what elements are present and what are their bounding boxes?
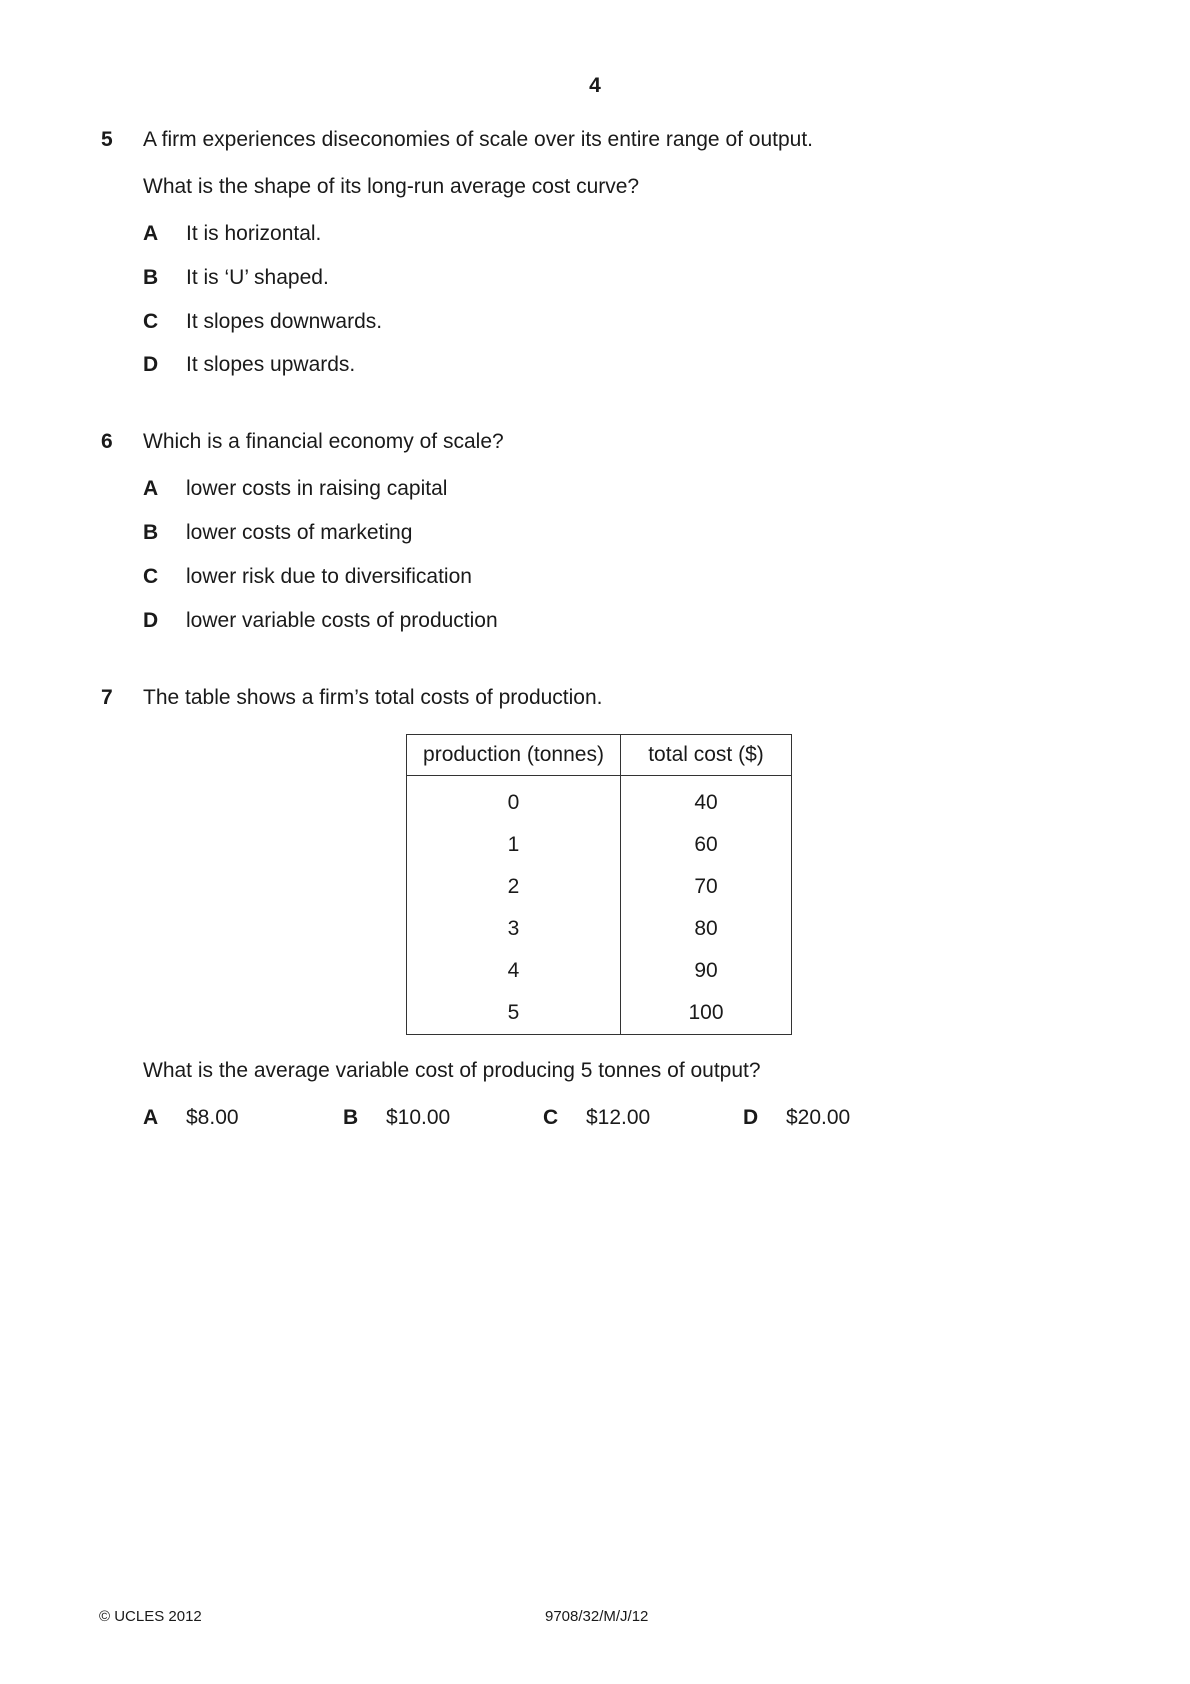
cost-table [406, 734, 792, 1035]
total-cost-cell: 100 [621, 992, 792, 1035]
production-cell: 2 [407, 866, 621, 908]
question-5-option-b-text: It is ‘U’ shaped. [186, 266, 329, 289]
question-7-option-b-text: $10.00 [386, 1106, 451, 1129]
question-5-option-c-text: It slopes downwards. [186, 310, 383, 333]
table-row [407, 950, 792, 992]
total-cost-cell: 60 [621, 824, 792, 866]
question-5-prompt: What is the shape of its long-run average cost curve? [143, 175, 640, 198]
page-number: 4 [589, 74, 601, 97]
question-7-prompt: What is the average variable cost of producing 5 tonnes of output? [143, 1059, 761, 1082]
question-6-option-b-letter: B [143, 521, 159, 544]
table-row [407, 908, 792, 950]
table-row [407, 824, 792, 866]
question-6-option-d-text: lower variable costs of production [186, 609, 498, 632]
production-cell: 4 [407, 950, 621, 992]
question-6-option-d-letter: D [143, 609, 159, 632]
question-7-option-a-letter: A [143, 1106, 159, 1129]
question-7-option-d-letter: D [743, 1106, 759, 1129]
question-6-option-a-letter: A [143, 477, 159, 500]
question-5-option-a-letter: A [143, 222, 159, 245]
total-cost-cell: 90 [621, 950, 792, 992]
question-5-option-a-text: It is horizontal. [186, 222, 322, 245]
question-5-option-d-text: It slopes upwards. [186, 353, 356, 376]
total-cost-column-header: total cost ($) [621, 735, 792, 776]
total-cost-cell: 70 [621, 866, 792, 908]
production-column-header: production (tonnes) [407, 735, 621, 776]
production-cell: 3 [407, 908, 621, 950]
question-7-option-c-text: $12.00 [586, 1106, 651, 1129]
question-7-option-a-text: $8.00 [186, 1106, 239, 1129]
total-cost-cell: 40 [621, 776, 792, 825]
question-5-option-d-letter: D [143, 353, 159, 376]
question-6-stem: Which is a financial economy of scale? [143, 430, 504, 453]
footer-copyright: © UCLES 2012 [99, 1608, 202, 1625]
question-6-option-b-text: lower costs of marketing [186, 521, 413, 544]
question-5-option-b-letter: B [143, 266, 159, 289]
cost-table-header-row [407, 735, 792, 776]
table-row [407, 776, 792, 825]
table-row [407, 866, 792, 908]
question-6-option-c-letter: C [143, 565, 159, 588]
question-7-option-c-letter: C [543, 1106, 559, 1129]
question-5-option-c-letter: C [143, 310, 159, 333]
production-cell: 5 [407, 992, 621, 1035]
question-7-number: 7 [101, 686, 113, 709]
production-cell: 0 [407, 776, 621, 825]
production-cell: 1 [407, 824, 621, 866]
question-6-number: 6 [101, 430, 113, 453]
total-cost-cell: 80 [621, 908, 792, 950]
question-7-option-b-letter: B [343, 1106, 359, 1129]
question-5-number: 5 [101, 128, 113, 151]
question-6-option-a-text: lower costs in raising capital [186, 477, 448, 500]
question-7-stem: The table shows a firm’s total costs of production. [143, 686, 603, 709]
footer-paper-code: 9708/32/M/J/12 [545, 1608, 649, 1625]
question-7-option-d-text: $20.00 [786, 1106, 851, 1129]
question-6-option-c-text: lower risk due to diversification [186, 565, 472, 588]
table-row [407, 992, 792, 1035]
question-5-stem: A firm experiences diseconomies of scale over its entire range of output. [143, 128, 814, 151]
